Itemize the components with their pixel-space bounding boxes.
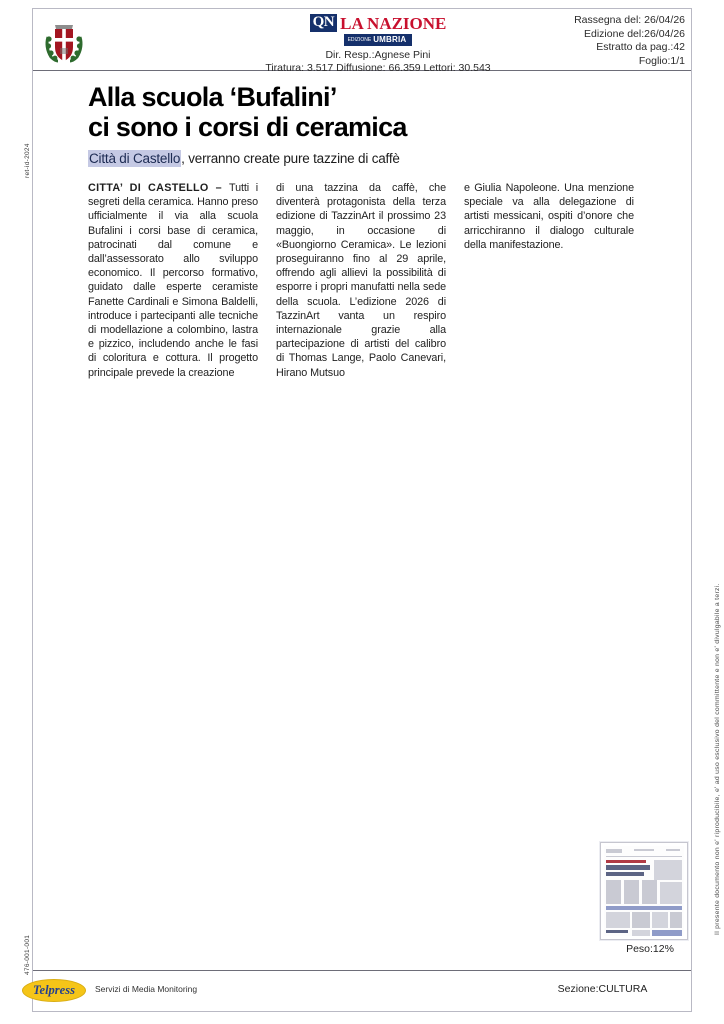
edition-prefix: EDIZIONE xyxy=(347,37,372,43)
article xyxy=(88,82,636,380)
circulation-line: Tiratura: 3.517 Diffusione: 66.359 Lettori: 30.543 xyxy=(265,62,491,74)
clipping-metadata xyxy=(525,14,685,68)
subheadline xyxy=(88,151,636,167)
headline-line-2: ci sono i corsi di ceramica xyxy=(88,112,407,142)
article-column-1-text: Tutti i segreti della ceramica. Hanno preso ufficialmente il via alla scuola Bufalini i corsi base di ceramica, patrocinati dal comune e dall’assessorato allo sviluppo economico. Il percorso formativo, guidato dalle esperte ceramiste Fanette Cardinali e Simona Baldelli, introduce i partecipanti alle tecniche di modellazione a colombino, lastra e pizzico, includendo anche le fasi di coloritura e cottura. Il progetto principale prevede la creazione xyxy=(88,182,259,379)
telpress-logo-text: Telpress xyxy=(33,983,75,997)
meta-edizione: Edizione del:26/04/26 xyxy=(584,27,685,40)
sezione-label: Sezione:CULTURA xyxy=(557,983,648,995)
peso-label: Peso:12% xyxy=(626,943,674,955)
city-crest-icon xyxy=(41,17,87,65)
side-disclaimer: Il presente documento non e' riproducibile, e' ad uso esclusivo del committente e non e' divulgabile a terzi. xyxy=(714,583,721,935)
meta-foglio: Foglio:1/1 xyxy=(638,54,685,67)
meta-rassegna: Rassegna del: 26/04/26 xyxy=(574,14,685,26)
side-date-code: ret-id-2024 xyxy=(24,143,31,178)
article-column-1 xyxy=(88,181,258,380)
footer-divider xyxy=(33,970,691,971)
director-line: Dir. Resp.:Agnese Pini xyxy=(325,49,431,61)
subheadline-kicker: Città di Castello xyxy=(89,151,181,166)
newspaper-title: LA NAZIONE xyxy=(340,13,447,33)
headline-line-1: Alla scuola ‘Bufalini’ xyxy=(88,82,337,112)
telpress-logo xyxy=(22,979,86,1002)
edition-name: UMBRIA xyxy=(373,35,407,44)
side-document-code: 476-001-001 xyxy=(24,934,31,975)
document-header xyxy=(33,9,691,74)
page-title xyxy=(88,82,636,142)
qn-logo: QN xyxy=(310,14,338,32)
article-columns xyxy=(88,181,636,380)
service-tagline: Servizi di Media Monitoring xyxy=(95,984,198,994)
masthead xyxy=(223,13,533,74)
subheadline-rest: , verranno create pure tazzine di caffè xyxy=(181,151,400,166)
article-column-3 xyxy=(464,181,634,380)
page-thumbnail[interactable] xyxy=(600,842,686,938)
meta-estratto: Estratto da pag.:42 xyxy=(596,41,685,53)
thumbnail-page-image xyxy=(600,842,688,940)
article-lead: CITTA’ DI CASTELLO – xyxy=(88,182,229,194)
article-column-2 xyxy=(276,181,446,380)
article-column-3-text: e Giulia Napoleone. Una menzione speciale va alla delegazione di artisti messicani, ospiti d’onore che arricchiranno il dialogo culturale della manifestazione. xyxy=(464,182,634,251)
article-column-2-text: di una tazzina da caffè, che diventerà protagonista della terza edizione di TazzinArt il prossimo 23 maggio, in occasione di «Buongiorno Ceramica». Le lezioni proseguiranno fino al 29 aprile, offrendo agli allievi la possibilità di esporre i propri manufatti nella sede della scuola. L’edizione 2026 di TazzinArt vanta un respiro internazionale grazie alla partecipazione di artisti del calibro di Thomas Lange, Paolo Canevari, Hirano Mutsuo xyxy=(276,182,446,379)
edition-badge xyxy=(344,34,413,46)
